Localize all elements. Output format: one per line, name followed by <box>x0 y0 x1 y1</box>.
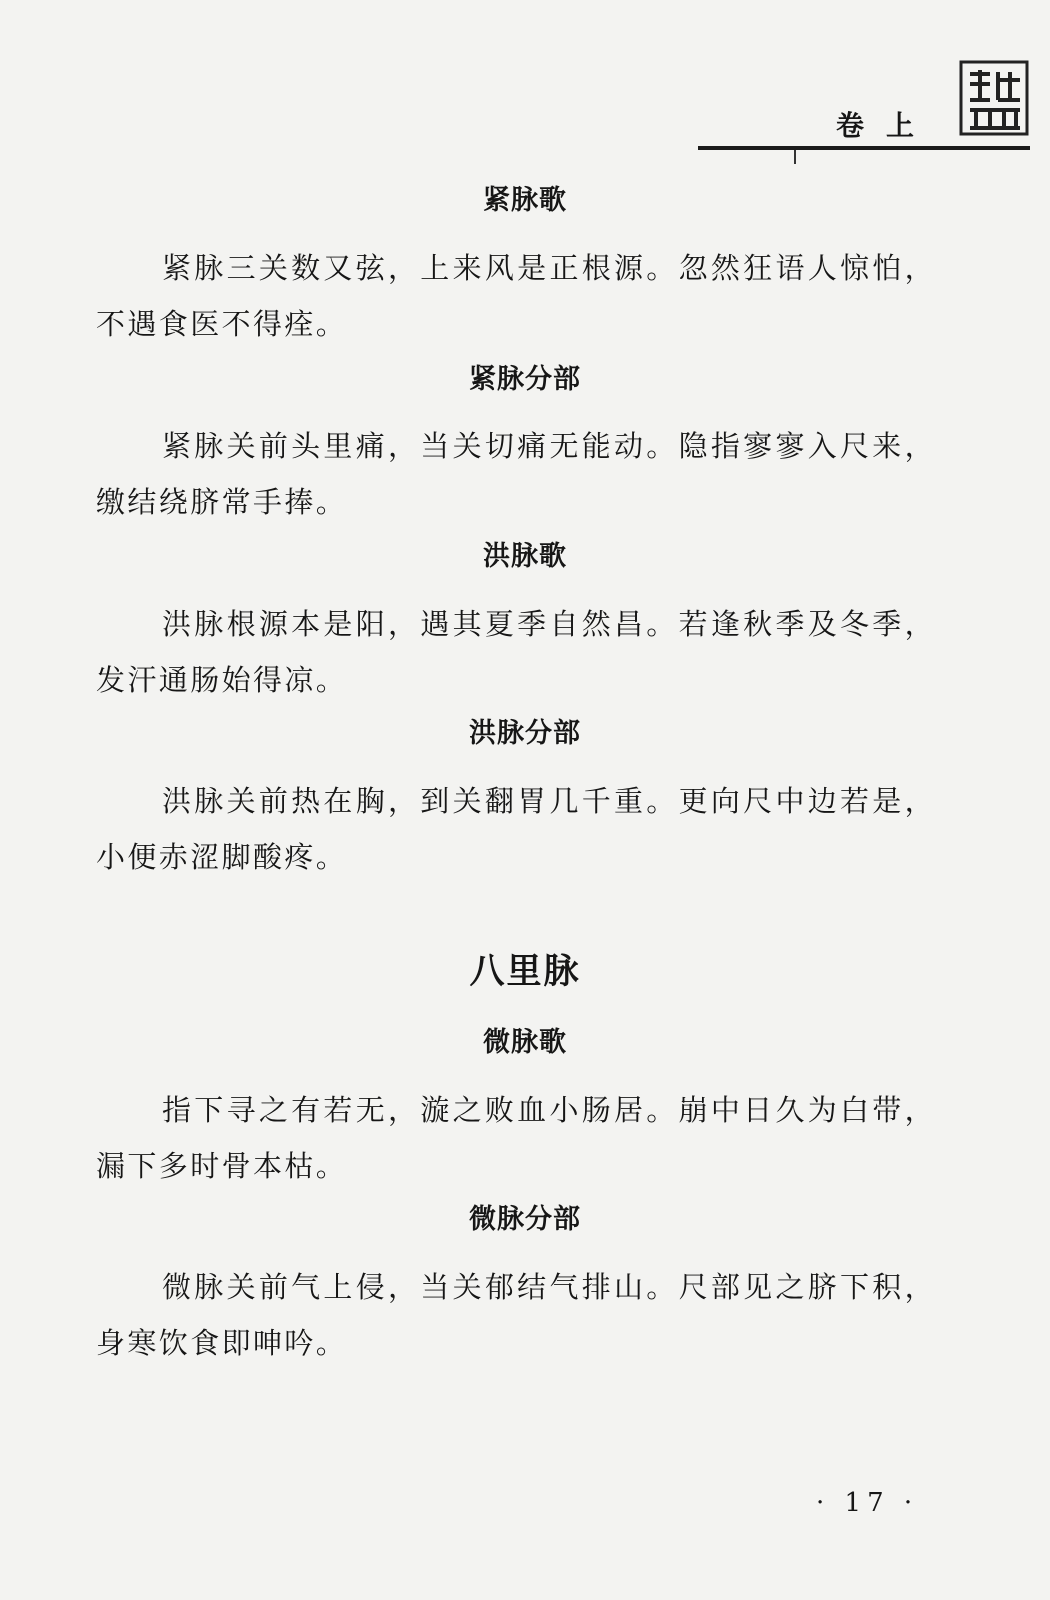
section-heading: 微脉分部 <box>469 1204 581 1235</box>
verse-paragraph: 洪脉根源本是阳，遇其夏季自然昌。若逢秋季及冬季，发汗通肠始得凉。 <box>96 607 936 697</box>
seal-stamp-icon <box>958 58 1030 138</box>
verse-paragraph: 洪脉关前热在胸，到关翻胃几千重。更向尺中边若是，小便赤涩脚酸疼。 <box>96 784 936 874</box>
header-rule <box>698 146 1030 150</box>
section-heading: 紧脉分部 <box>469 364 581 395</box>
running-title: 卷上 <box>836 109 937 142</box>
verse-paragraph: 指下寻之有若无，漩之败血小肠居。崩中日久为白带，漏下多时骨本枯。 <box>96 1093 936 1183</box>
section-heading: 微脉歌 <box>483 1027 567 1058</box>
verse-paragraph: 紧脉三关数又弦，上来风是正根源。忽然狂语人惊怕，不遇食医不得痊。 <box>96 251 936 341</box>
section-heading: 洪脉分部 <box>469 718 581 749</box>
page-number: · 17 · <box>816 1488 919 1518</box>
print-mark <box>794 150 796 164</box>
section-heading: 洪脉歌 <box>483 541 567 572</box>
section-heading: 紧脉歌 <box>483 185 567 216</box>
verse-paragraph: 微脉关前气上侵，当关郁结气排山。尺部见之脐下积，身寒饮食即呻吟。 <box>96 1270 936 1360</box>
chapter-title: 八里脉 <box>469 952 581 992</box>
verse-paragraph: 紧脉关前头里痛，当关切痛无能动。隐指寥寥入尺来，缴结绕脐常手捧。 <box>96 429 936 519</box>
